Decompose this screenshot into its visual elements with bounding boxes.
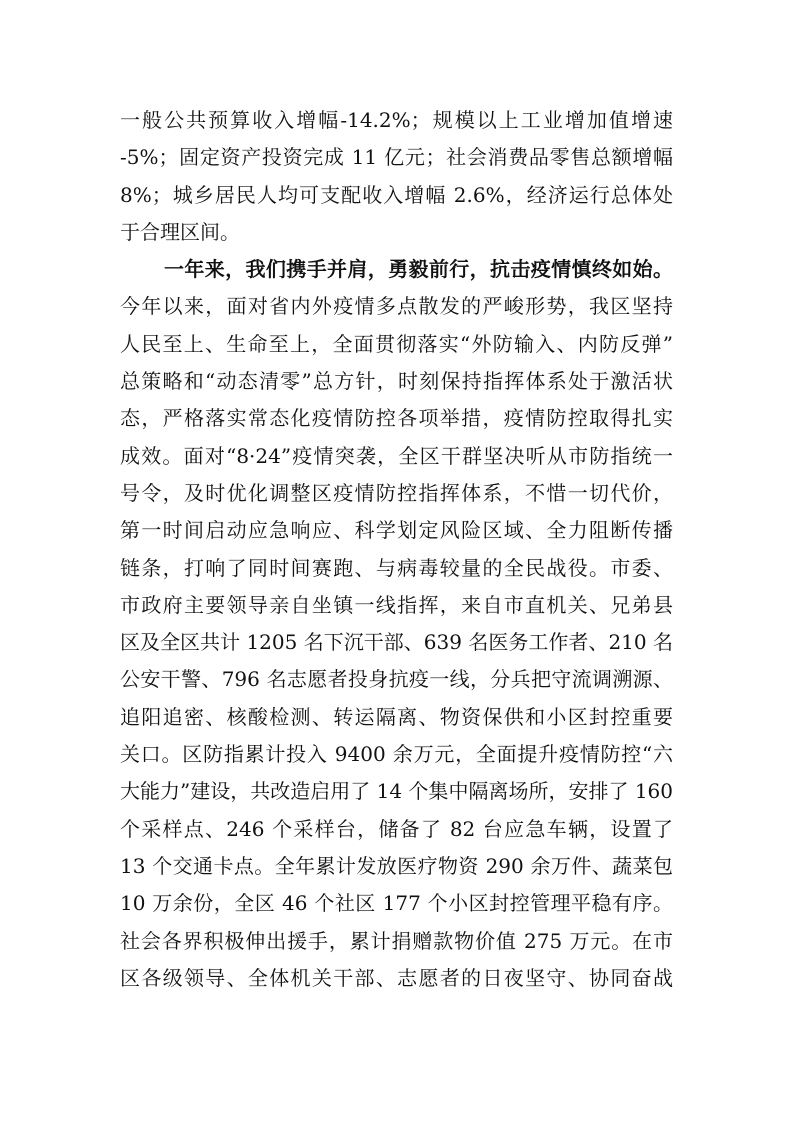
text-line: 于合理区间。 <box>120 219 240 244</box>
text-line: 人民至上、生命至上，全面贯彻落实“外防输入、内防反弹” <box>120 331 673 356</box>
paragraph-heading: 一年来，我们携手并肩，勇毅前行，抗击疫情慎终如始。 <box>164 257 673 282</box>
text-line: 个采样点、246 个采样台，储备了 82 台应急车辆，设置了 <box>120 816 673 841</box>
text-line: 态，严格落实常态化疫情防控各项举措，疫情防控取得扎实 <box>120 406 673 431</box>
body-text <box>120 102 673 997</box>
text-line: 今年以来，面对省内外疫情多点散发的严峻形势，我区坚持 <box>120 294 673 319</box>
text-line: 成效。面对“8·24”疫情突袭，全区干群坚决听从市防指统一 <box>120 443 673 468</box>
text-line: 链条，打响了同时间赛跑、与病毒较量的全民战役。市委、 <box>120 555 673 580</box>
text-line: -5%；固定资产投资完成 11 亿元；社会消费品零售总额增幅 <box>120 145 673 170</box>
text-line: 大能力”建设，共改造启用了 14 个集中隔离场所，安排了 160 <box>120 779 673 804</box>
text-line: 号令，及时优化调整区疫情防控指挥体系，不惜一切代价， <box>120 480 673 505</box>
text-line: 追阳追密、核酸检测、转运隔离、物资保供和小区封控重要 <box>120 704 673 729</box>
text-line: 一般公共预算收入增幅-14.2%；规模以上工业增加值增速 <box>120 108 673 132</box>
text-line: 13 个交通卡点。全年累计发放医疗物资 290 余万件、蔬菜包 <box>120 853 673 878</box>
text-line: 社会各界积极伸出援手，累计捐赠款物价值 275 万元。在市 <box>120 928 673 953</box>
text-line: 10 万余份，全区 46 个社区 177 个小区封控管理平稳有序。 <box>120 891 673 916</box>
text-line: 公安干警、796 名志愿者投身抗疫一线，分兵把守流调溯源、 <box>120 667 673 692</box>
text-line: 关口。区防指累计投入 9400 余万元，全面提升疫情防控“六 <box>120 742 673 767</box>
text-line: 第一时间启动应急响应、科学划定风险区域、全力阻断传播 <box>120 518 673 543</box>
text-line: 区及全区共计 1205 名下沉干部、639 名医务工作者、210 名 <box>120 630 673 655</box>
text-line: 区各级领导、全体机关干部、志愿者的日夜坚守、协同奋战 <box>120 965 673 990</box>
text-line: 总策略和“动态清零”总方针，时刻保持指挥体系处于激活状 <box>120 369 673 394</box>
text-line: 市政府主要领导亲自坐镇一线指挥，来自市直机关、兄弟县 <box>120 592 673 617</box>
text-line: 8%；城乡居民人均可支配收入增幅 2.6%，经济运行总体处 <box>120 182 673 207</box>
